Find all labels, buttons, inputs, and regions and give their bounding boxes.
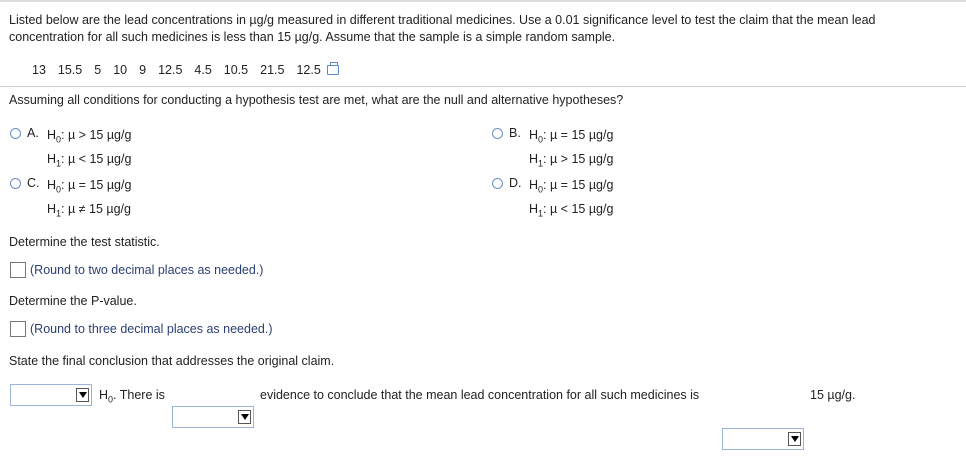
option-b-radio[interactable] bbox=[492, 128, 503, 139]
reject-decision-dropdown[interactable] bbox=[10, 384, 92, 406]
option-b[interactable] bbox=[492, 126, 613, 173]
conclusion-label: State the final conclusion that addresses the original claim. bbox=[9, 354, 335, 368]
pvalue-hint: (Round to three decimal places as needed.) bbox=[30, 322, 273, 336]
data-value: 13 bbox=[32, 63, 46, 77]
pvalue-row bbox=[10, 321, 273, 337]
test-statistic-hint: (Round to two decimal places as needed.) bbox=[30, 263, 264, 277]
option-a[interactable] bbox=[10, 126, 131, 173]
conclusion-text-2: evidence to conclude that the mean lead concentration for all such medicines is bbox=[260, 388, 700, 402]
option-letter: C. bbox=[27, 176, 40, 190]
pvalue-input[interactable] bbox=[10, 321, 26, 337]
data-value: 9 bbox=[139, 63, 147, 77]
data-value: 5 bbox=[94, 63, 102, 77]
option-a-hypotheses: $H_0$: µ > 15 µg/g $H_1$: µ < 15 µg/g bbox=[47, 128, 132, 168]
alt-hypothesis: : µ > 15 µg/g bbox=[543, 151, 614, 166]
null-hypothesis: : µ = 15 µg/g bbox=[543, 178, 614, 192]
data-value: 10.5 bbox=[223, 63, 249, 77]
data-value: 12.5 bbox=[296, 63, 321, 77]
option-d[interactable] bbox=[492, 176, 613, 223]
null-hypothesis: : µ = 15 µg/g bbox=[543, 128, 614, 142]
pvalue-label: Determine the P-value. bbox=[9, 294, 137, 308]
data-values-row bbox=[32, 63, 339, 77]
option-c[interactable] bbox=[10, 176, 131, 223]
null-hypothesis: : µ > 15 µg/g bbox=[61, 128, 132, 142]
data-value: 10 bbox=[113, 63, 128, 77]
evidence-dropdown[interactable] bbox=[172, 406, 254, 428]
alt-hypothesis: : µ < 15 µg/g bbox=[61, 151, 132, 166]
data-value: 15.5 bbox=[57, 63, 83, 77]
alt-hypothesis: : µ ≠ 15 µg/g bbox=[61, 201, 131, 216]
option-b-hypotheses: $H_0$: µ = 15 µg/g $H_1$: µ > 15 µg/g bbox=[529, 128, 614, 168]
dropdown-arrow-icon bbox=[788, 432, 801, 446]
option-letter: B. bbox=[509, 126, 521, 140]
alt-hypothesis: : µ < 15 µg/g bbox=[543, 201, 614, 216]
test-statistic-label: Determine the test statistic. bbox=[9, 235, 160, 249]
hypotheses-question: Assuming all conditions for conducting a hypothesis test are met, what are the null and alternative hypotheses? bbox=[9, 93, 624, 107]
test-statistic-row bbox=[10, 262, 263, 278]
dropdown-arrow-icon bbox=[76, 388, 89, 402]
option-d-radio[interactable] bbox=[492, 178, 503, 189]
data-value: 4.5 bbox=[194, 63, 212, 77]
test-statistic-input[interactable] bbox=[10, 262, 26, 278]
conclusion-text-1: $H_0$. There is bbox=[99, 388, 165, 405]
copy-data-icon[interactable] bbox=[327, 65, 339, 75]
data-value: 12.5 bbox=[158, 63, 183, 77]
option-letter: A. bbox=[27, 126, 39, 140]
option-c-radio[interactable] bbox=[10, 178, 21, 189]
comparison-dropdown[interactable] bbox=[722, 428, 804, 450]
data-value: 21.5 bbox=[260, 63, 285, 77]
conclusion-text-3: 15 µg/g. bbox=[810, 388, 856, 402]
option-a-radio[interactable] bbox=[10, 128, 21, 139]
problem-intro: Listed below are the lead concentrations in µg/g measured in different traditional medicines. Use a 0.01 significance level to test the claim that the mean lead concentration for all such medicines is less than 15 µg/g. Assume that the sample is a simple random sample. bbox=[9, 13, 876, 44]
option-d-hypotheses: $H_0$: µ = 15 µg/g $H_1$: µ < 15 µg/g bbox=[529, 178, 614, 218]
top-border bbox=[0, 0, 966, 2]
dropdown-arrow-icon bbox=[238, 410, 251, 424]
option-letter: D. bbox=[509, 176, 522, 190]
section-divider bbox=[0, 86, 966, 87]
null-hypothesis: : µ = 15 µg/g bbox=[61, 178, 132, 192]
option-c-hypotheses: $H_0$: µ = 15 µg/g $H_1$: µ ≠ 15 µg/g bbox=[47, 178, 132, 218]
